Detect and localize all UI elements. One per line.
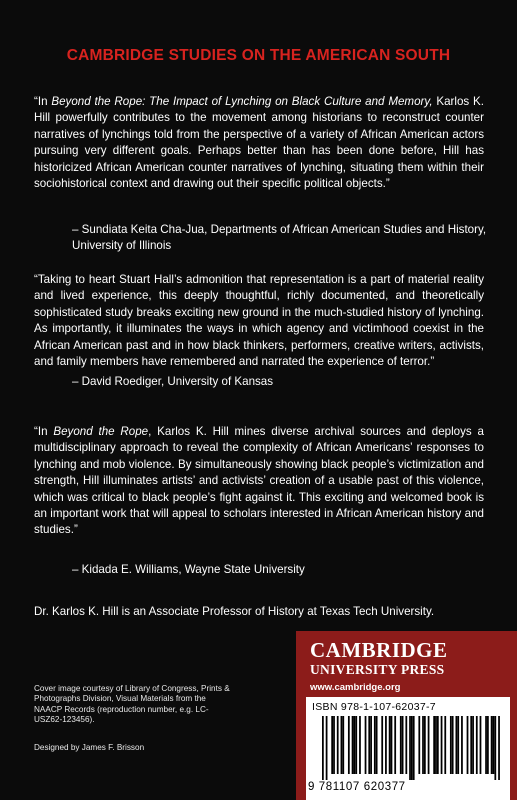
barcode-bar [428, 716, 430, 774]
quote-1-body: Karlos K. Hill powerfully contributes to the movement among historians to reconstruct counter narratives of lynchings told from the perspective of a variety of African American actors pursuing very different goals. Perhaps better than has been done before, Hill has historicized African American counter narratives of lynching, situating them within their sociohistorical context and drawing out their specific political objects.” [34, 95, 484, 191]
designer-credit: Designed by James F. Brisson [34, 743, 145, 752]
barcode-bar [435, 716, 437, 774]
barcode-bar [348, 716, 350, 774]
barcode-bar [342, 716, 344, 774]
isbn-label: ISBN 978-1-107-62037-7 [312, 701, 436, 713]
barcode-bar [457, 716, 459, 774]
barcode-bar [493, 716, 495, 774]
quote-3-body: , Karlos K. Hill mines diverse archival sources and deploys a multidisciplinary approach to reveal the complexity of African Americans’ responses to lynching and mob violence. By simultaneously showing black people’s victimization and strength, Hill illuminates artists’ and activists’ creation of a usable past of this violence, which was critical to black people’s fight against it. This exciting and welcomed book is an important work that will appeal to scholars interested in African American history and studies.” [34, 425, 484, 537]
barcode-bar [467, 716, 469, 774]
barcode-bar [370, 716, 372, 774]
publisher-logo-line2: UNIVERSITY PRESS [310, 662, 445, 677]
quote-2-attribution: – David Roediger, University of Kansas [72, 375, 274, 388]
barcode-bar [411, 716, 413, 780]
barcode-bar [376, 716, 378, 774]
barcode-bar [368, 716, 370, 774]
publisher-url: www.cambridge.org [310, 682, 401, 693]
barcode-bar [381, 716, 383, 774]
quote-3-attribution: – Kidada E. Williams, Wayne State University [72, 563, 305, 576]
publisher-panel [296, 631, 517, 800]
barcode-digits: 9 781107 620377 [308, 781, 406, 793]
barcode-bar [374, 716, 376, 774]
barcode-bar [355, 716, 357, 774]
quote-3-book-title: Beyond the Rope [53, 425, 149, 438]
barcode-bar [354, 716, 356, 774]
barcode-bar [365, 716, 367, 774]
barcode-bar [331, 716, 333, 774]
quote-2-body: “Taking to heart Stuart Hall’s admonition that representation is a part of material reality and lived experience, this deeply thoughtful, richly documented, and theoretically sophisticated study breaks exciting new ground in the much-studied history of lynching. As importantly, it illuminates the ways in which agency and victimhood coexist in the African American past and in how black thinkers, performers, creative writers, activists, and family members have remembered and narrated the experience of terror.” [34, 273, 484, 369]
quote-2 [34, 272, 484, 370]
barcode-bar [470, 716, 472, 774]
series-title: CAMBRIDGE STUDIES ON THE AMERICAN SOUTH [66, 47, 451, 64]
barcode-bar [418, 716, 420, 774]
cover-image-credit: Cover image courtesy of Library of Congress, Prints & Photographs Division, Visual Materials from the NAACP Records (reproduction number, e.g. LC-USZ62-123456). [34, 684, 230, 725]
barcode-bar [341, 716, 343, 774]
barcode-bar [485, 716, 487, 774]
barcode-bar [450, 716, 452, 774]
publisher-logo-line1: CAMBRIDGE [310, 638, 448, 662]
barcode-bar [405, 716, 407, 774]
barcode-bar [422, 716, 424, 774]
barcode-bar [409, 716, 411, 780]
barcode-bar [389, 716, 391, 774]
barcode-bar [326, 716, 328, 780]
quote-3-open: “In [34, 425, 54, 438]
barcode-bar [433, 716, 435, 774]
barcode-bar [400, 716, 402, 774]
barcode-bar [498, 716, 500, 780]
barcode-bar [385, 716, 387, 774]
barcode-bar [456, 716, 458, 774]
barcode-bar [359, 716, 361, 774]
barcode-bar [402, 716, 404, 774]
barcode-bar [424, 716, 426, 774]
barcode-bar [441, 716, 443, 774]
barcode-bar [476, 716, 478, 774]
author-bio: Dr. Karlos K. Hill is an Associate Professor of History at Texas Tech University. [34, 605, 435, 618]
barcode-icon [322, 716, 500, 780]
barcode-bar [413, 716, 415, 780]
barcode-bar [461, 716, 463, 774]
barcode-bar [494, 716, 496, 780]
barcode-box [306, 697, 510, 800]
barcode-bar [394, 716, 396, 774]
barcode-bar [437, 716, 439, 774]
barcode-bar [333, 716, 335, 774]
barcode-bar [491, 716, 493, 774]
barcode-bar [480, 716, 482, 774]
quote-1-book-title: Beyond the Rope: The Impact of Lynching on Black Culture and Memory, [51, 95, 433, 108]
barcode-bar [337, 716, 339, 774]
barcode-bar [352, 716, 354, 774]
quote-1-attribution: – Sundiata Keita Cha-Jua, Departments of African American Studies and History, University of Illinois [72, 223, 487, 253]
barcode-bar [391, 716, 393, 774]
barcode-bar [487, 716, 489, 774]
barcode-bar [444, 716, 446, 774]
barcode-bar [472, 716, 474, 774]
barcode-bar [322, 716, 324, 780]
quote-3 [34, 424, 484, 539]
quote-1-open: “In [34, 95, 52, 108]
quote-1 [34, 94, 484, 192]
barcode-bar [452, 716, 454, 774]
